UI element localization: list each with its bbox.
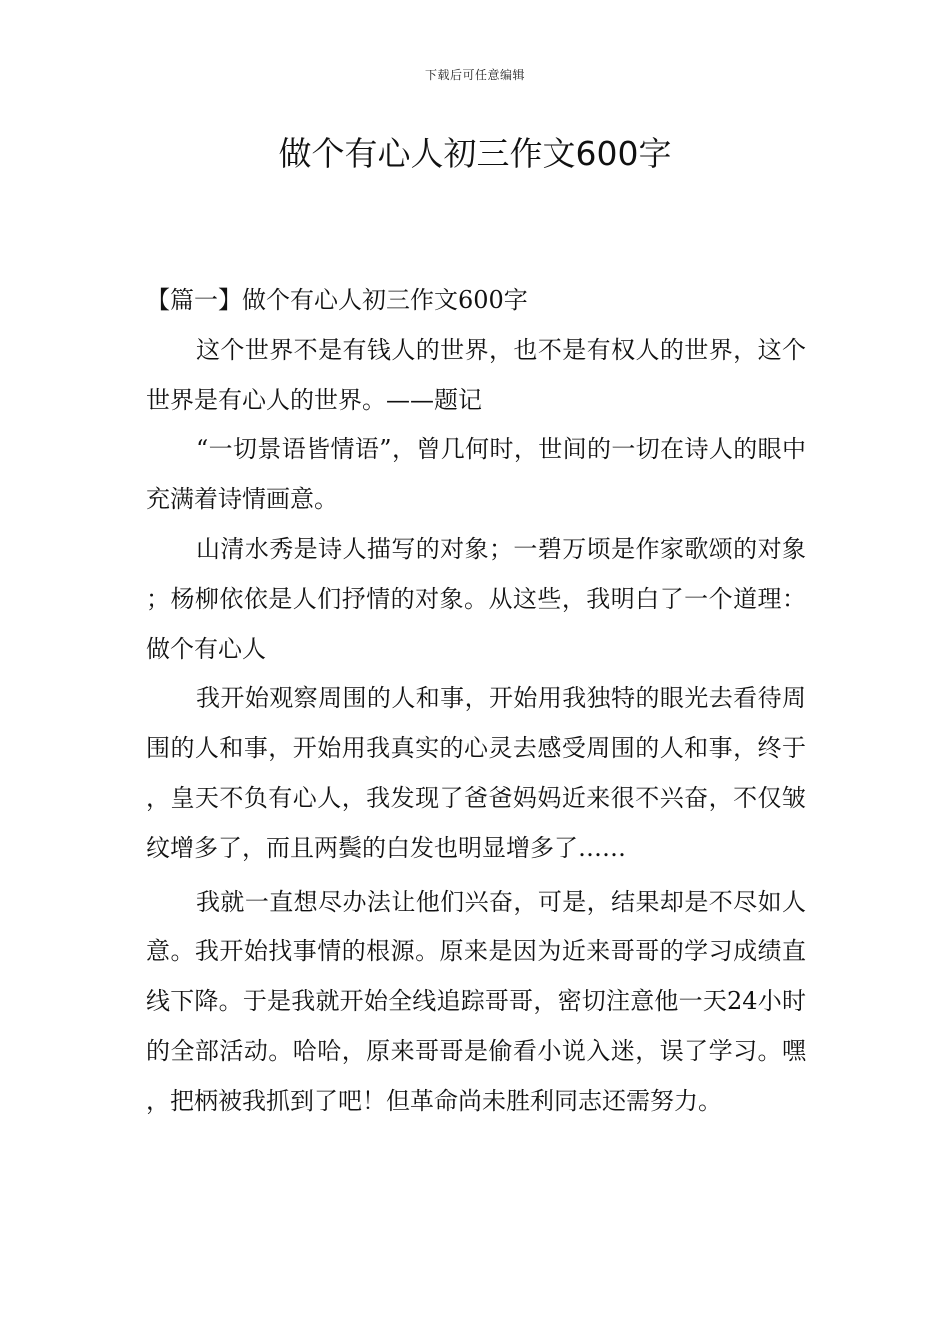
header-note: 下载后可任意编辑 <box>424 68 525 82</box>
paragraph-3: 我开始观察周围的人和事，开始用我独特的眼光去看待周围的人和事，开始用我真实的心灵去感受周围的人和事，终于，皇天不负有心人，我发现了爸爸妈妈近来很不兴奋，不仅皱纹增多了，而且两鬓的白发也明显增多了…… <box>146 684 806 862</box>
paragraph-4: 我就一直想尽办法让他们兴奋，可是，结果却是不尽如人意。我开始找事情的根源。原来是因为近来哥哥的学习成绩直线下降。于是我就开始全线追踪哥哥，密切注意他一天24小时的全部活动。哈哈，原来哥哥是偷看小说入迷，误了学习。嘿，把柄被我抓到了吧！但革命尚未胜利同志还需努力。 <box>146 887 806 1115</box>
article-body <box>146 276 806 1127</box>
section-heading: 【篇一】做个有心人初三作文600字 <box>146 286 528 314</box>
paragraph-2: 山清水秀是诗人描写的对象；一碧万顷是作家歌颂的对象；杨柳依依是人们抒情的对象。从这些，我明白了一个道理：做个有心人 <box>146 534 806 663</box>
paragraph-epigraph: 这个世界不是有钱人的世界，也不是有权人的世界，这个世界是有心人的世界。——题记 <box>146 335 806 414</box>
document-title: 做个有心人初三作文600字 <box>278 134 672 173</box>
paragraph-1: “一切景语皆情语”，曾几何时，世间的一切在诗人的眼中充满着诗情画意。 <box>146 435 806 514</box>
